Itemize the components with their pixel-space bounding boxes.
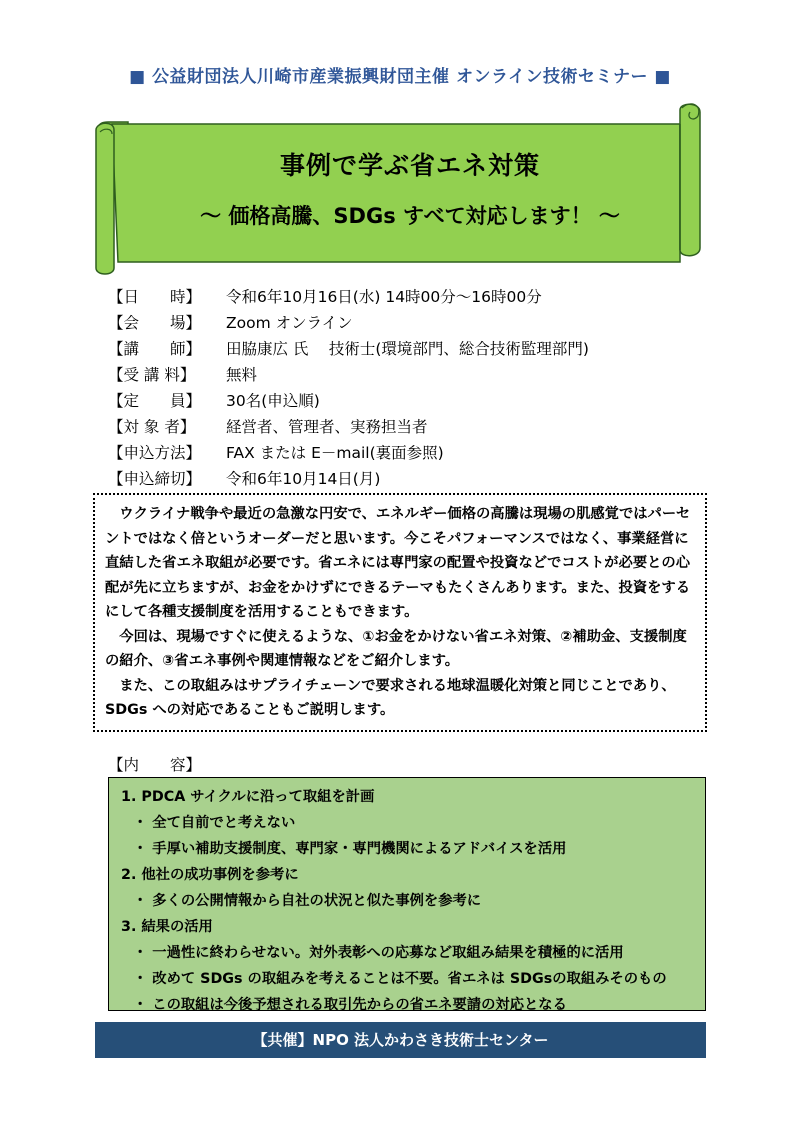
detail-row-audience: [108, 413, 728, 439]
detail-value: Zoom オンライン: [226, 314, 353, 332]
seminar-subtitle: ～ 価格高騰、SDGs すべて対応します！ ～: [200, 204, 620, 228]
content-item: 2. 他社の成功事例を参考に: [121, 867, 299, 883]
detail-label: 【申込方法】: [108, 444, 202, 462]
content-box: [108, 777, 706, 1011]
seminar-title: 事例で学ぶ省エネ対策: [279, 151, 540, 180]
intro-paragraph: また、この取組みはサプライチェーンで要求される地球温暖化対策と同じことであり、SDGs への対応であることもご説明します。: [105, 677, 676, 718]
content-subitem: ・ 手厚い補助支援制度、専門家・専門機関によるアドバイスを活用: [133, 841, 567, 857]
intro-box: [93, 493, 707, 732]
scroll-banner: [0, 0, 800, 280]
detail-value: 令和6年10月16日(水) 14時00分～16時00分: [226, 288, 542, 306]
content-subitem: ・ 多くの公開情報から自社の状況と似た事例を参考に: [133, 893, 482, 909]
detail-label: 【日 時】: [108, 288, 202, 306]
detail-row-capacity: [108, 387, 728, 413]
content-subitem: ・ この取組は今後予想される取引先からの省エネ要請の対応となる: [133, 997, 567, 1013]
content-item: 3. 結果の活用: [121, 919, 213, 935]
detail-value: 無料: [226, 366, 258, 384]
detail-label: 【申込締切】: [108, 470, 202, 488]
detail-row-date: [108, 283, 728, 309]
detail-label: 【定 員】: [108, 392, 202, 410]
intro-paragraph: ウクライナ戦争や最近の急激な円安で、エネルギー価格の高騰は現場の肌感覚ではパーセントではなく倍というオーダーだと思います。今こそパフォーマンスではなく、事業経営に直結した省エネ取組が必要です。省エネには専門家の配置や投資などでコストが必要との心配が先に立ちますが、お金をかけずにできるテーマもたくさんあります。また、投資をするにして各種支援制度を活用することもできます。: [105, 506, 691, 620]
detail-value: 田脇康広 氏 技術士(環境部門、総合技術監理部門): [226, 340, 589, 358]
detail-row-fee: [108, 361, 728, 387]
detail-value: FAX または E－mail(裏面参照): [226, 444, 444, 462]
event-details: [108, 283, 728, 491]
detail-row-venue: [108, 309, 728, 335]
detail-row-deadline: [108, 465, 728, 491]
detail-row-lecturer: [108, 335, 728, 361]
detail-label: 【講 師】: [108, 340, 202, 358]
detail-label: 【会 場】: [108, 314, 202, 332]
content-item: 1. PDCA サイクルに沿って取組を計画: [121, 789, 375, 805]
content-heading: 【内 容】: [108, 756, 202, 774]
detail-value: 経営者、管理者、実務担当者: [226, 418, 428, 436]
detail-row-application-method: [108, 439, 728, 465]
detail-value: 令和6年10月14日(月): [226, 470, 381, 488]
seminar-header: ■ 公益財団法人川崎市産業振興財団主催 オンライン技術セミナー ■: [129, 67, 671, 87]
content-subitem: ・ 改めて SDGs の取組みを考えることは不要。省エネは SDGsの取組みそのもの: [133, 971, 667, 987]
detail-label: 【受 講 料】: [108, 366, 196, 384]
detail-label: 【対 象 者】: [108, 418, 196, 436]
detail-value: 30名(申込順): [226, 392, 320, 410]
co-host-footer: 【共催】NPO 法人かわさき技術士センター: [95, 1022, 706, 1058]
content-subitem: ・ 全て自前でと考えない: [133, 815, 296, 831]
intro-paragraph: 今回は、現場ですぐに使えるような、①お金をかけない省エネ対策、②補助金、支援制度の紹介、③省エネ事例や関連情報などをご紹介します。: [105, 628, 687, 669]
content-subitem: ・ 一過性に終わらせない。対外表彰への応募など取組み結果を積極的に活用: [133, 945, 624, 961]
